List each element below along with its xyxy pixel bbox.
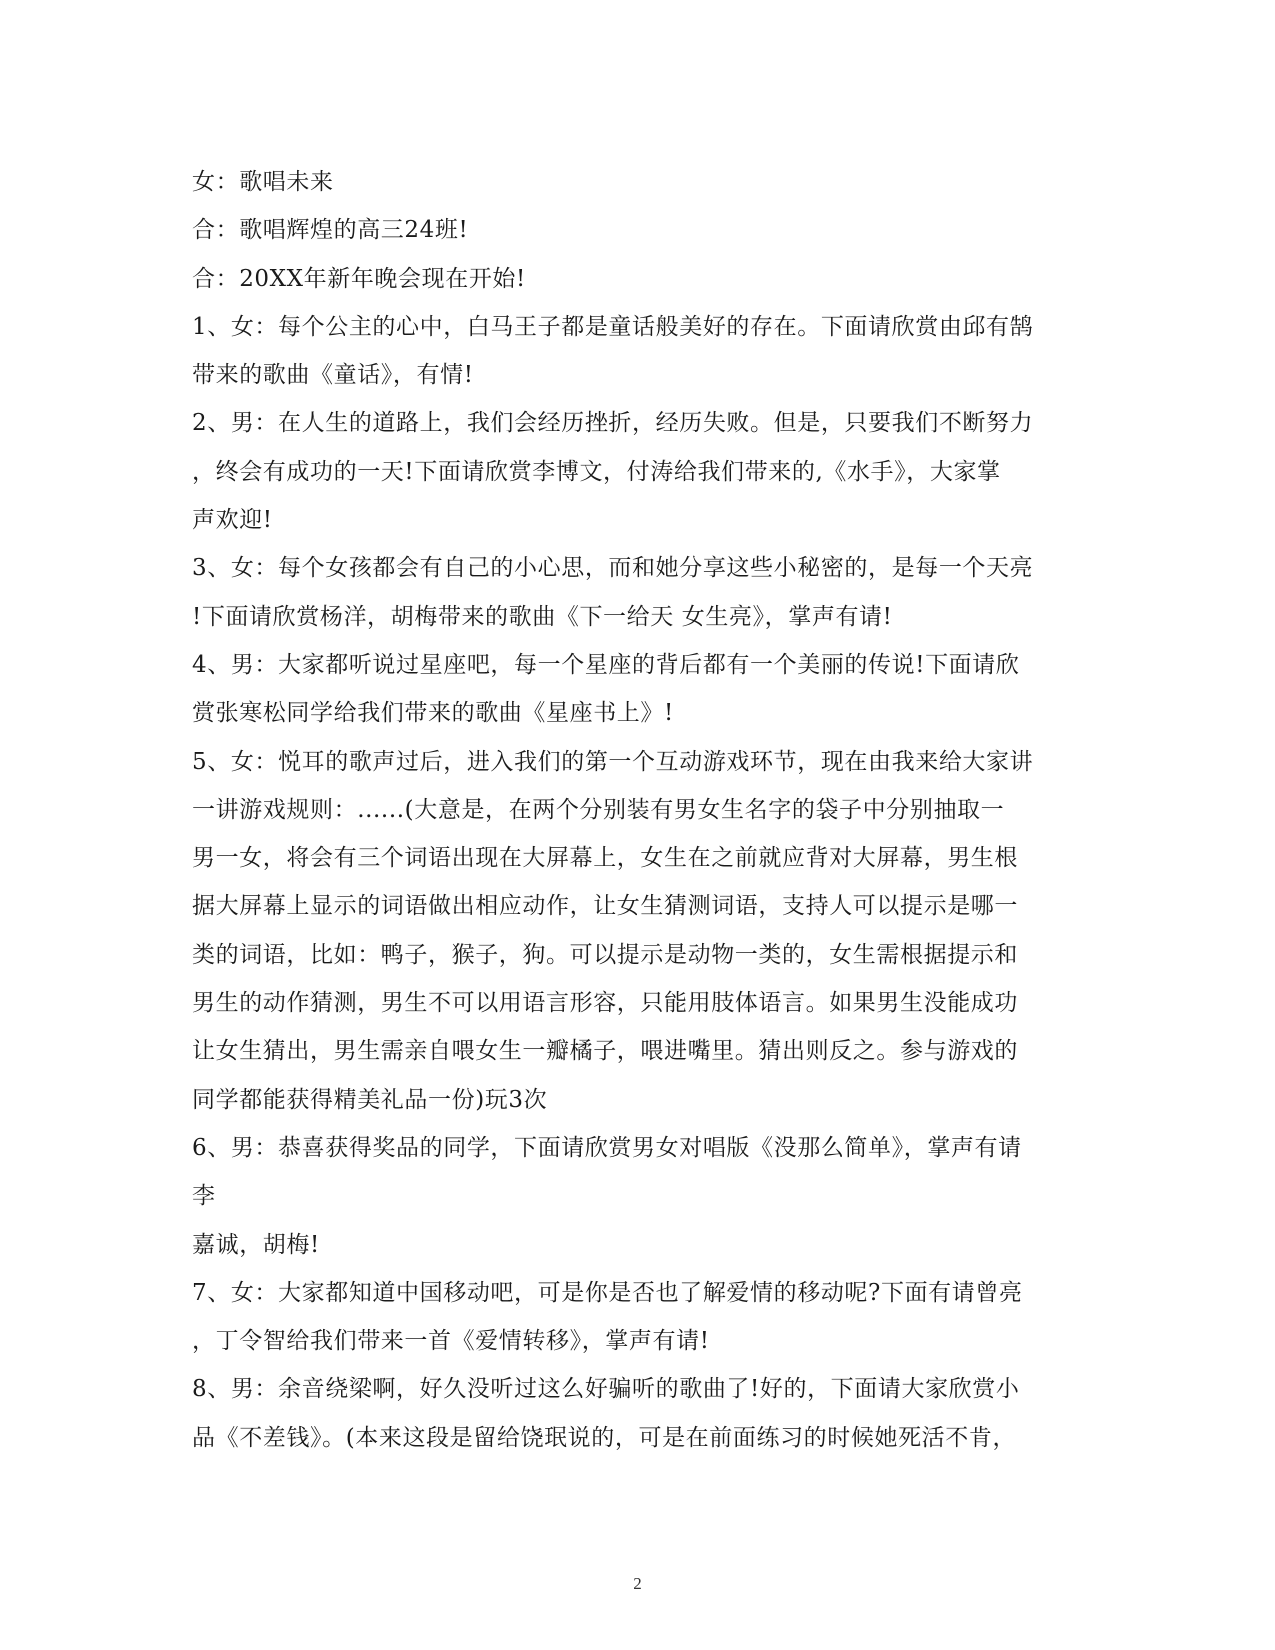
text-line: 4、男：大家都听说过星座吧，每一个星座的背后都有一个美丽的传说!下面请欣 xyxy=(192,651,1020,678)
text-line: 5、女：悦耳的歌声过后，进入我们的第一个互动游戏环节，现在由我来给大家讲 xyxy=(192,748,1034,775)
text-line: 据大屏幕上显示的词语做出相应动作，让女生猜测词语，支持人可以提示是哪一 xyxy=(192,893,1018,920)
text-line: 赏张寒松同学给我们带来的歌曲《星座书上》! xyxy=(192,700,674,727)
text-line: 类的词语，比如：鸭子，猴子，狗。可以提示是动物一类的，女生需根据提示和 xyxy=(192,941,1018,968)
text-line: 同学都能获得精美礼品一份)玩3次 xyxy=(192,1086,548,1113)
text-line: 带来的歌曲《童话》，有情! xyxy=(192,362,474,389)
text-line: 李 xyxy=(192,1183,216,1210)
text-line: 合：20XX年新年晚会现在开始! xyxy=(192,265,526,292)
text-line: 男一女，将会有三个词语出现在大屏幕上，女生在之前就应背对大屏幕，男生根 xyxy=(192,845,1018,872)
text-line: !下面请欣赏杨洋，胡梅带来的歌曲《下一给天 女生亮》，掌声有请! xyxy=(192,603,893,630)
text-line: 2、男：在人生的道路上，我们会经历挫折，经历失败。但是，只要我们不断努力 xyxy=(192,410,1034,437)
text-line: 7、女：大家都知道中国移动吧，可是你是否也了解爱情的移动呢?下面有请曾亮 xyxy=(192,1279,1023,1306)
text-line: 女：歌唱未来 xyxy=(192,169,334,195)
document-body xyxy=(192,158,1092,1462)
text-line: 6、男：恭喜获得奖品的同学，下面请欣赏男女对唱版《没那么简单》，掌声有请 xyxy=(192,1134,1022,1161)
text-line: 3、女：每个女孩都会有自己的小心思，而和她分享这些小秘密的，是每一个天亮 xyxy=(192,555,1034,582)
text-line: 1、女：每个公主的心中，白马王子都是童话般美好的存在。下面请欣赏由邱有鹄 xyxy=(192,313,1034,340)
text-line: 品《不差钱》。(本来这段是留给饶珉说的，可是在前面练习的时候她死活不肯， xyxy=(192,1424,1017,1451)
text-line: 让女生猜出，男生需亲自喂女生一瓣橘子，喂进嘴里。猜出则反之。参与游戏的 xyxy=(192,1038,1018,1065)
text-line: 8、男：余音绕梁啊，好久没听过这么好骗听的歌曲了!好的，下面请大家欣赏小 xyxy=(192,1376,1020,1403)
page-number: 2 xyxy=(633,1574,642,1593)
text-line: ，丁令智给我们带来一首《爱情转移》，掌声有请! xyxy=(192,1328,710,1355)
text-line: 合：歌唱辉煌的高三24班! xyxy=(192,217,469,244)
text-line: 声欢迎! xyxy=(192,507,273,534)
text-line: 一讲游戏规则：......(大意是，在两个分别装有男女生名字的袋子中分别抽取一 xyxy=(192,796,1005,823)
text-line: 嘉诚，胡梅! xyxy=(192,1231,320,1258)
text-line: 男生的动作猜测，男生不可以用语言形容，只能用肢体语言。如果男生没能成功 xyxy=(192,990,1018,1017)
text-line: ，终会有成功的一天!下面请欣赏李博文，付涛给我们带来的,《水手》，大家掌 xyxy=(192,458,1001,485)
